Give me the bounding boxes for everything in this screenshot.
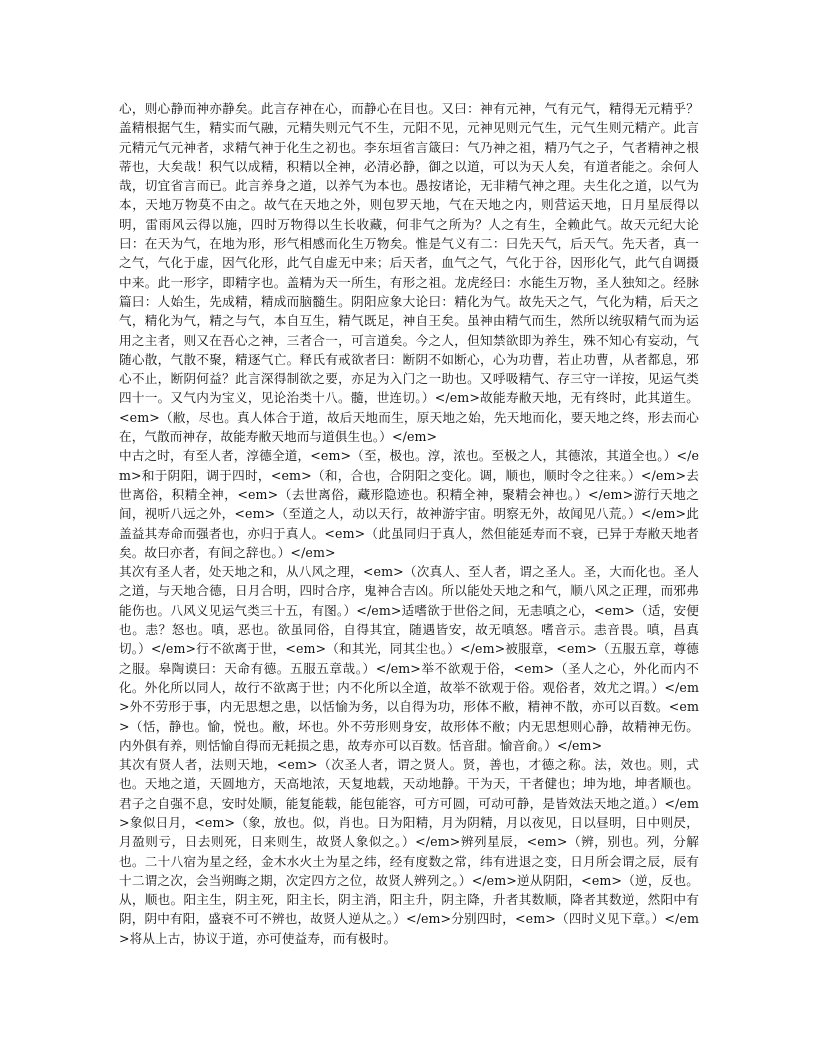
paragraph-true-person-continued: 心，则心静而神亦静矣。此言存神在心，而静心在目也。又曰：神有元神，气有元气，精得无元精乎？盖精根据气生，精实而气融，元精失则元气不生，元阳不见，元神见则元气生，元气生则元精产。此言元精元气元神者，求精气神于化生之初也。李东垣省言箴曰：气乃神之祖，精乃气之子，气者精神之根蒂也，大矣哉！积气以成精，积精以全神，必清必静，御之以道，可以为天人矣，有道者能之。余何人哉，切宜省言而已。此言养身之道，以养气为本也。愚按诸论，无非精气神之理。夫生化之道，以气为本，天地万物莫不由之。故气在天地之外，则包罗天地，气在天地之内，则营运天地，日月星辰得以明，雷雨风云得以施，四时万物得以生长收藏，何非气之所为？人之有生，全赖此气。故天元纪大论曰：在天为气，在地为形，形气相感而化生万物矣。惟是气义有二：曰先天气，后天气。先天者，真一之气，气化于虚，因气化形，此气自虚无中来；后天者，血气之气，气化于谷，因形化气，此气自调摄中来。此一形字，即精字也。盖精为天一所生，有形之祖。龙虎经曰：水能生万物，圣人独知之。经脉篇曰：人始生，先成精，精成而脑髓生。阴阳应象大论曰：精化为气。故先天之气，气化为精，后天之气，精化为气，精之与气，本自互生，精气既足，神自王矣。虽神由精气而生，然所以统驭精气而为运用之主者，则又在吾心之神，三者合一，可言道矣。今之人，但知禁欲即为养生，殊不知心有妄动，气随心散，气散不聚，精逐气亡。释氏有戒欲者曰：断阴不如断心，心为功曹，若止功曹，从者都息，邪心不止，断阴何益？此言深得制欲之要，亦足为入门之一助也。又呼吸精气、存三守一详按，见运气类四十一。又气内为宝义，见论治类十八。髓，世连切。）</em>故能寿敝天地，无有终时，此其道生。<em>（敝，尽也。真人体合于道，故后天地而生，原天地之始，先天地而化，要天地之终，形去而心在，气散而神存，故能寿敝天地而与道俱生也。）</em> — [119, 101, 699, 445]
paragraph-sage: 其次有圣人者，处天地之和，从八风之理，<em>（次真人、至人者，谓之圣人。圣，大而化也。圣人之道，与天地合德，日月合明，四时合序，鬼神合吉凶。所以能处天地之和气，顺八风之正理，而邪弗能伤也。八风义见运气类三十五，有图。）</em>适嗜欲于世俗之间，无恚嗔之心，<em>（适，安便也。恚？怒也。嗔，恶也。欲虽同俗，自得其宜，随遇皆安，故无嗔怒。嗜音示。恚音畏。嗔，昌真切。）</em>行不欲离于世，<em>（和其光，同其尘也。）</em>被服章，<em>（五服五章，尊德之服。皋陶谟曰：天命有德。五服五章哉。）</em>举不欲观于俗，<em>（圣人之心，外化而内不化。外化所以同人，故行不欲离于世；内不化所以全道，故举不欲观于俗。观俗者，效尤之谓。）</em>外不劳形于事，内无思想之患，以恬愉为务，以自得为功，形体不敝，精神不散，亦可以百数。<em>（恬，静也。愉，悦也。敝，坏也。外不劳形则身安，故形体不敝；内无思想则心静，故精神无伤。内外俱有养，则恬愉自得而无耗损之患，故寿亦可以百数。恬音甜。愉音俞。）</em> — [119, 564, 699, 753]
paragraph-worthy-person: 其次有贤人者，法则天地，<em>（次圣人者，谓之贤人。贤，善也，才德之称。法，效也。则，式也。天地之道，天圆地方，天高地浓，天复地载，天动地静。干为天，干者健也；坤为地，坤者顺也。君子之自强不息，安时处顺，能复能载，能包能容，可方可圆，可动可静，是皆效法天地之道。）</em>象似日月，<em>（象，放也。似，肖也。日为阳精，月为阴精，月以夜见，日以昼明，日中则昃，月盈则亏，日去则死，日来则生，故贤人象似之。）</em>辨列星辰，<em>（辨，别也。列，分解也。二十八宿为星之经，金木水火土为星之纬，经有度数之常，纬有进退之变，日月所会谓之辰，辰有十二谓之次，会当朔晦之期，次定四方之位，故贤人辨列之。）</em>逆从阴阳，<em>（逆，反也。从，顺也。阳主生，阴主死，阳主长，阴主消，阳主升，阴主降，升者其数顺，降者其数逆，然阳中有阴，阴中有阳，盛衰不可不辨也，故贤人逆从之。）</em>分别四时，<em>（四时义见下章。）</em>将从上古，协议于道，亦可使益寿，而有极时。 — [119, 757, 699, 946]
paragraph-perfect-person: 中古之时，有至人者，淳德全道，<em>（至，极也。淳，浓也。至极之人，其德浓，其道全也。）</em>和于阴阳，调于四时，<em>（和，合也，合阴阳之变化。调，顺也，顺时令之往来。）</em>去世离俗，积精全神，<em>（去世离俗，藏形隐迹也。积精全神，聚精会神也。）</em>游行天地之间，视听八远之外，<em>（至道之人，动以天行，故神游宇宙。明察无外，故闻见八荒。）</em>此盖益其寿命而强者也，亦归于真人。<em>（此虽同归于真人，然但能延寿而不衰，已异于寿敝天地者矣。故曰亦者，有间之辞也。）</em> — [119, 448, 699, 560]
document-page — [119, 99, 699, 948]
